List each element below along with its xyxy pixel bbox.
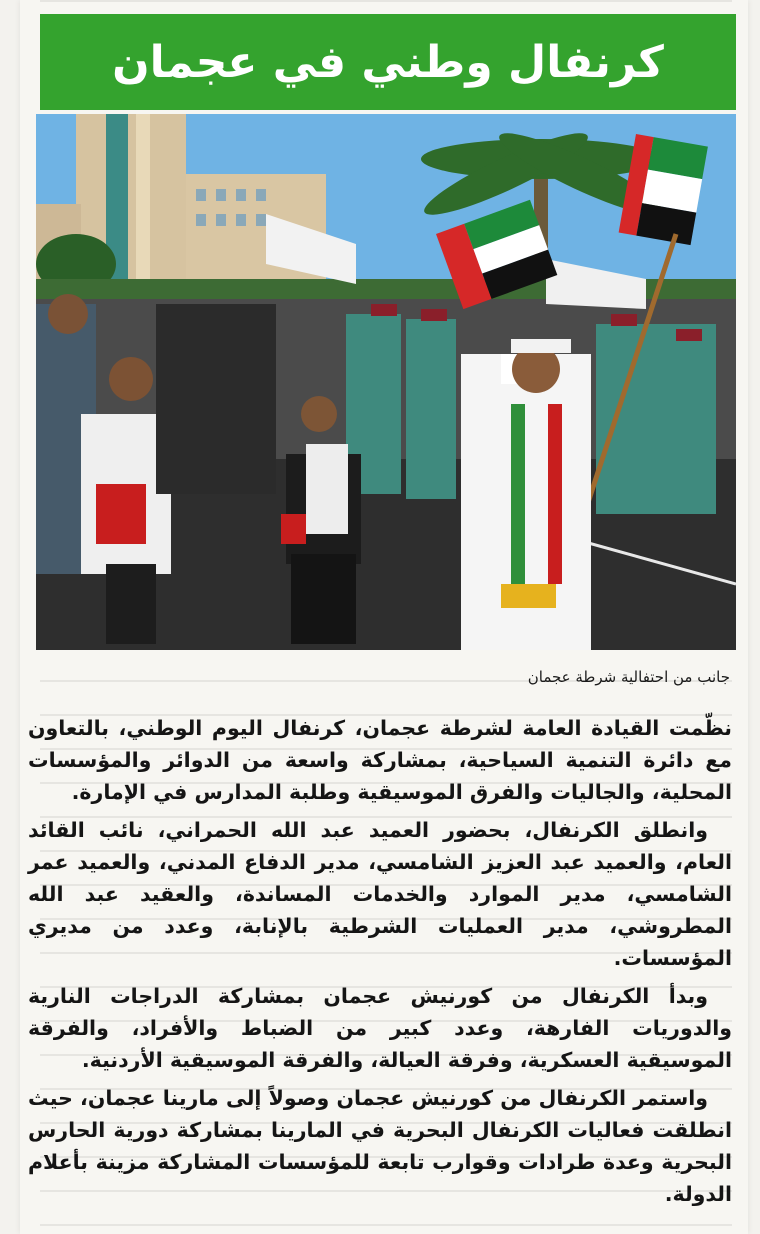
paragraph-1: نظّمت القيادة العامة لشرطة عجمان، كرنفال اليوم الوطني، بالتعاون مع دائرة التنمية السياحية، بمشاركة واسعة من الدوائر والمؤسسات المحلية، والجاليات والفرق الموسيقية وطلبة المدارس في الإمارة. <box>28 716 732 804</box>
headline: كرنفال وطني في عجمان <box>112 36 664 88</box>
headline-banner <box>40 14 736 110</box>
parade-photo-icon <box>36 114 736 650</box>
photo-caption: جانب من احتفالية شرطة عجمان <box>527 668 730 686</box>
paragraph-2: وانطلق الكرنفال، بحضور العميد عبد الله الحمراني، نائب القائد العام، والعميد عبد العزيز الشامسي، مدير الدفاع المدني، والعميد عمر الشامسي، مدير الموارد والخدمات المساندة، والعقيد عبد الله المطروشي، مدير العمليات الشرطية بالإنابة، وعدد من مديري المؤسسات. <box>28 818 732 970</box>
paragraph-3: وبدأ الكرنفال من كورنيش عجمان بمشاركة الدراجات النارية والدوريات الفارهة، وعدد كبير من الضباط والأفراد، والفرقة الموسيقية العسكرية، وفرقة العيالة، والفرقة الموسيقية الأردنية. <box>28 984 732 1072</box>
article-body <box>28 712 732 1216</box>
paragraph-4: واستمر الكرنفال من كورنيش عجمان وصولاً إلى مارينا عجمان، حيث انطلقت فعاليات الكرنفال البحرية في المارينا بمشاركة دورية الحارس البحرية وعدة طرادات وقوارب تابعة للمؤسسات المشاركة مزينة بأعلام الدولة. <box>28 1086 732 1206</box>
parade-photo <box>36 114 736 650</box>
